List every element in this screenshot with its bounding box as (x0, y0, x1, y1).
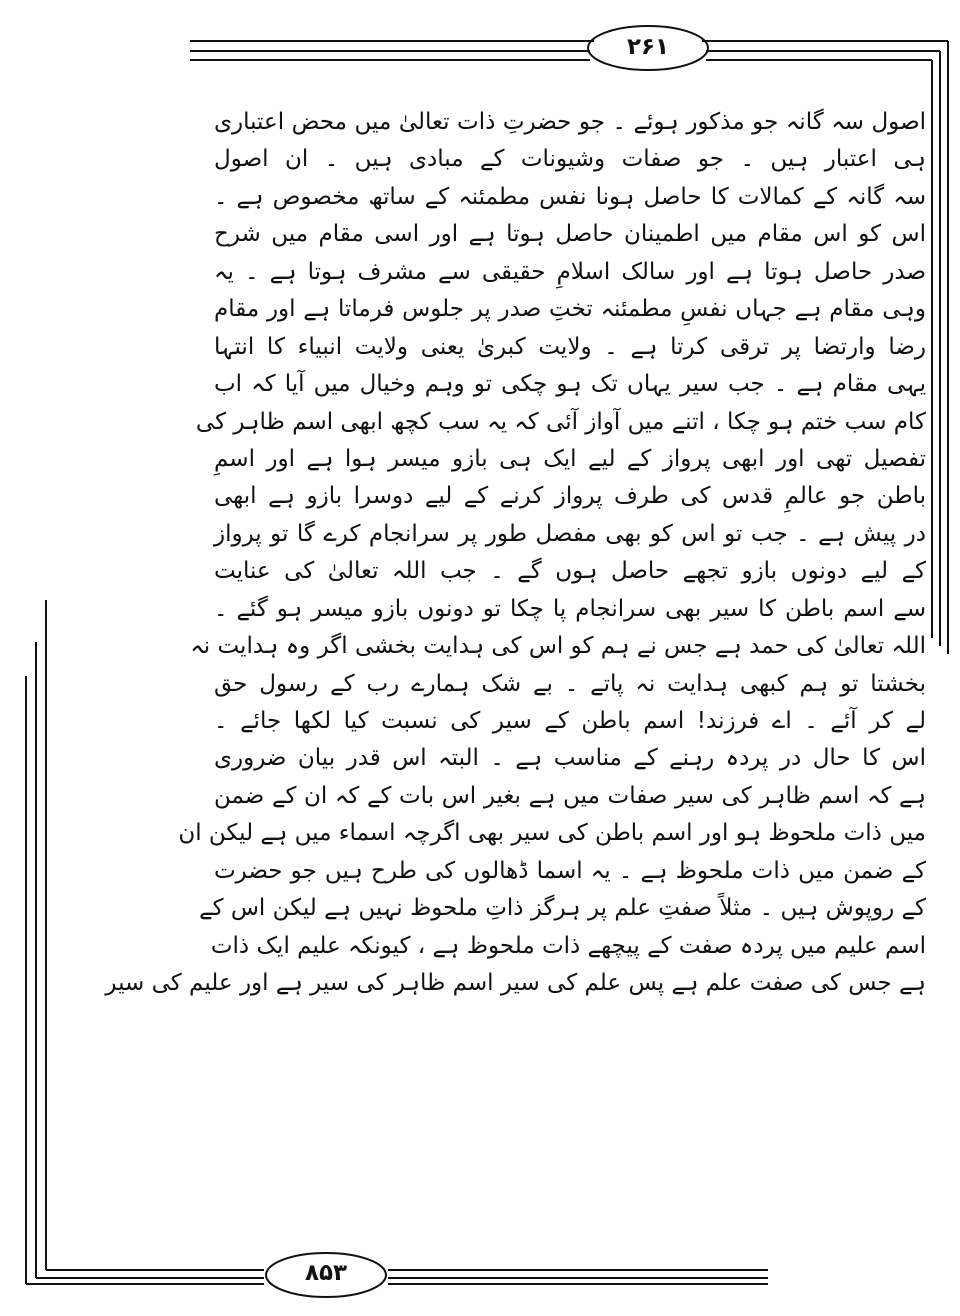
text-line: اس کو اس مقام میں اطمینان حاصل ہوتا ہے اور اسی مقام میں شرح (214, 221, 926, 248)
text-line: اسم علیم میں پردہ صفت کے پیچھے ذات ملحوظ ہے ، کیونکہ علیم ایک ذات (210, 932, 926, 959)
text-line: در پیش ہے ۔ جب تو اس کو بھی مفصل طور پر سرانجام کرے گا تو پرواز (214, 520, 926, 547)
text-line: تفصیل تھی اور ابھی پرواز کے لیے ایک ہی بازو میسر ہوا ہے اور اسمِ (214, 445, 926, 472)
text-line: یہی مقام ہے ۔ جب سیر یہاں تک ہو چکی تو وہم وخیال میں آیا کہ اب (214, 371, 926, 398)
text-line: سہ گانہ کے کمالات کا حاصل ہونا نفس مطمئنہ کے ساتھ مخصوص ہے ۔ (214, 183, 926, 210)
text-line: کام سب ختم ہو چکا ، اتنے میں آواز آئی کہ یہ سب کچھ ابھی اسم ظاہر کی (195, 408, 926, 435)
page-body-text (105, 104, 926, 1228)
text-line: ہے جس کی صفت علم ہے پس علم کی سیر اسم ظاہر کی سیر ہے اور علیم کی سیر (105, 970, 926, 997)
text-line: ہی اعتبار ہیں ۔ جو صفات وشیونات کے مبادی ہیں ۔ ان اصول (214, 146, 926, 173)
text-line: سے اسم باطن کا سیر بھی سرانجام پا چکا تو دونوں بازو میسر ہو گئے ۔ (214, 595, 926, 622)
text-line: باطن جو عالمِ قدس کی طرف پرواز کرنے کے لیے دوسرا بازو ہے ابھی (214, 483, 926, 510)
text-line: اس کا حال در پردہ رہنے کے مناسب ہے ۔ البتہ اس قدر بیان ضروری (214, 745, 926, 772)
text-line: ہے کہ اسم ظاہر کی سیر صفات میں ہے بغیر اس بات کے کہ ان کے ضمن (214, 782, 926, 809)
text-line: اللہ تعالیٰ کی حمد ہے جس نے ہم کو اس کی ہدایت بخشی اگر وہ ہدایت نہ (190, 633, 926, 660)
bottom-page-number: ۸۵۳ (304, 1260, 348, 1286)
text-line: کے لیے دونوں بازو تجھے حاصل ہوں گے ۔ جب اللہ تعالیٰ کی عنایت (214, 558, 926, 585)
text-line: وہی مقام ہے جہاں نفسِ مطمئنہ تختِ صدر پر جلوس فرماتا ہے اور مقام (214, 296, 926, 323)
text-line: رضا وارتضا پر ترقی کرتا ہے ۔ ولایت کبریٰ یعنی ولایت انبیاء کا انتہا (214, 333, 926, 360)
text-line: اصول سہ گانہ جو مذکور ہوئے ۔ جو حضرتِ ذات تعالیٰ میں محض اعتباری (214, 109, 926, 135)
text-line: کے روپوش ہیں ۔ مثلاً صفتِ علم پر ہرگز ذاتِ ملحوظ نہیں ہے لیکن اس کے (199, 895, 926, 922)
top-page-number: ۲۶۱ (626, 34, 670, 60)
text-line: لے کر آئے ۔ اے فرزند! اسم باطن کے سیر کی نسبت کیا لکھا جائے ۔ (214, 708, 926, 734)
text-line: کے ضمن میں ذات ملحوظ ہے ۔ یہ اسما ڈھالوں کی طرح ہیں جو حضرت (214, 857, 926, 884)
text-line: میں ذات ملحوظ ہو اور اسم باطن کی سیر بھی اگرچہ اسماء میں ہے لیکن ان (178, 820, 926, 847)
text-line: بخشتا تو ہم کبھی ہدایت نہ پاتے ۔ بے شک ہمارے رب کے رسول حق (214, 670, 926, 697)
text-line: صدر حاصل ہوتا ہے اور سالک اسلامِ حقیقی سے مشرف ہوتا ہے ۔ یہ (214, 258, 926, 285)
